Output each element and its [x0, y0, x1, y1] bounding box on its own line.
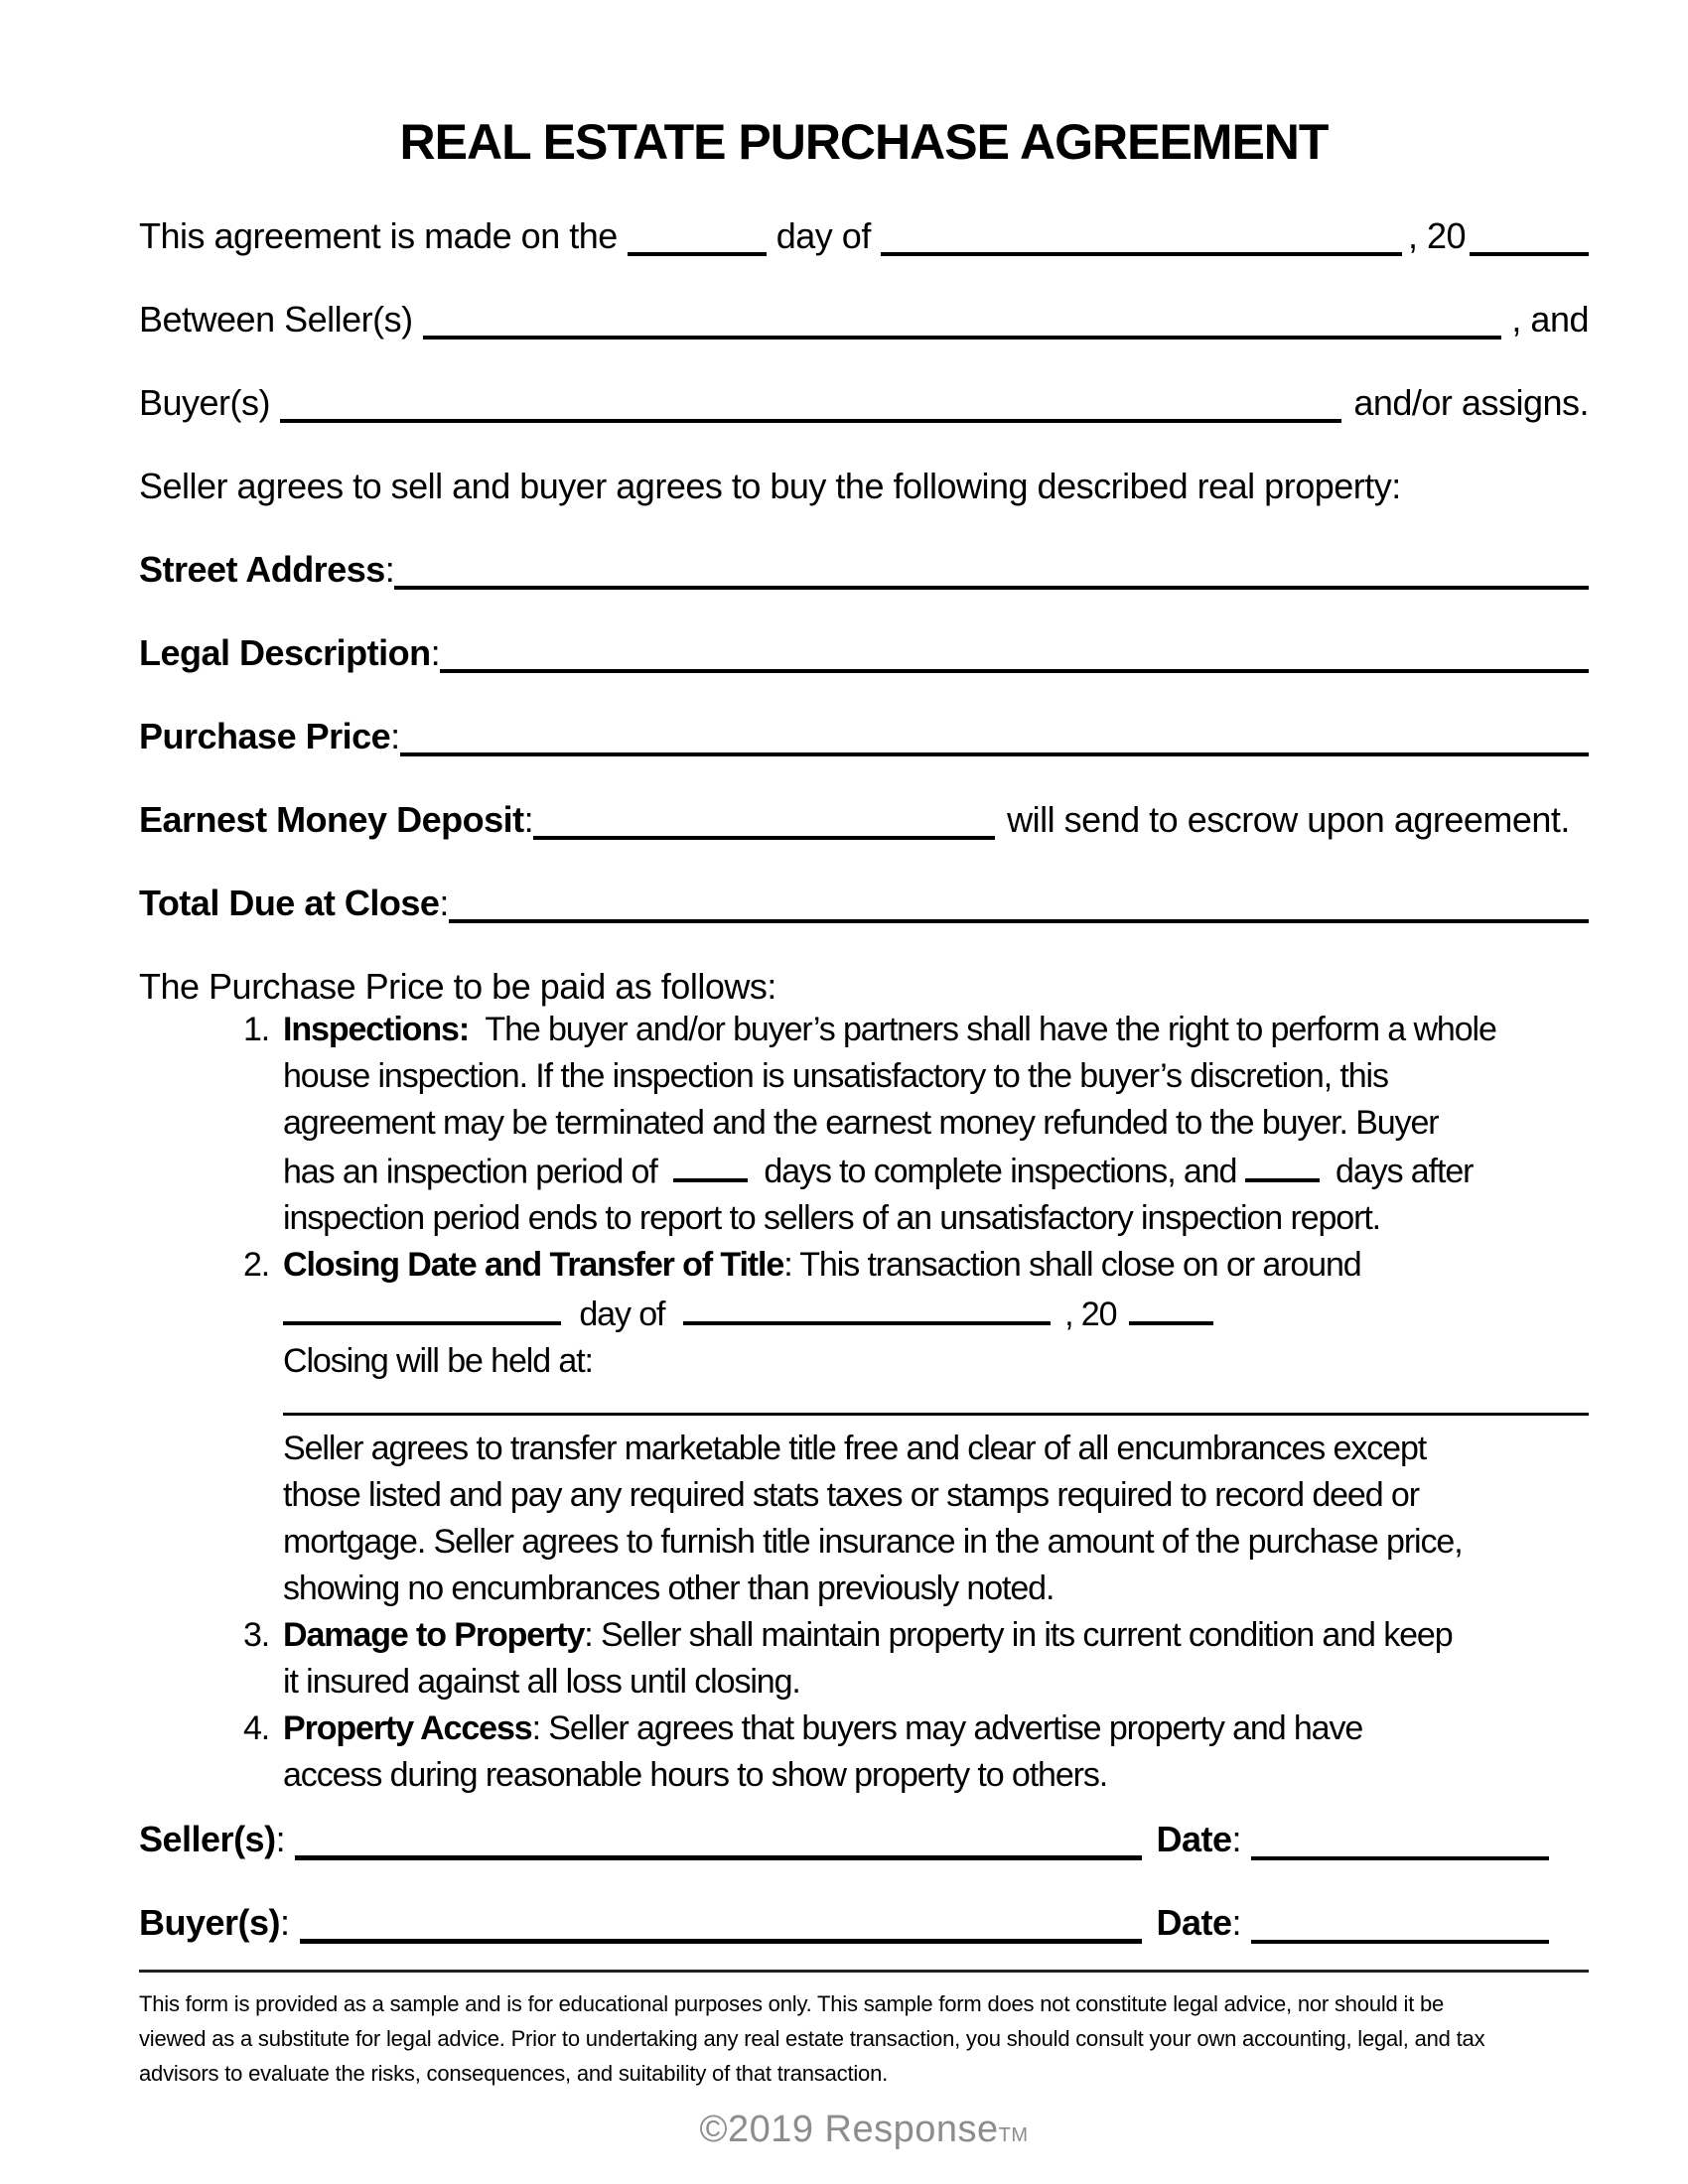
item-line [283, 1706, 1589, 1752]
item-number: 1. [243, 1011, 270, 1048]
day-number-blank[interactable] [628, 214, 767, 256]
buyer-text: Buyer(s) [139, 381, 271, 423]
field-colon: : [275, 1818, 286, 1859]
buyer-signature-blank[interactable] [300, 1901, 1143, 1944]
property-intro-text: Seller agrees to sell and buyer agrees to buy the following described real property: [139, 465, 1401, 506]
field-colon: : [523, 798, 534, 840]
earnest-money-blank[interactable] [533, 798, 995, 840]
closing-day-blank[interactable] [283, 1289, 561, 1324]
purchase-price-row [139, 673, 1589, 756]
date-label: Date [1156, 1818, 1232, 1859]
item-line [283, 1242, 1589, 1289]
year-prefix-text: , 20 [1407, 214, 1466, 256]
item-number: 3. [243, 1615, 270, 1654]
item-number: 4. [243, 1708, 270, 1747]
street-address-row [139, 506, 1589, 590]
closing-year-blank[interactable] [1129, 1289, 1213, 1324]
item-body [283, 1242, 1589, 1611]
buyer-date-blank[interactable] [1251, 1902, 1549, 1944]
legal-description-label: Legal Description [139, 631, 431, 673]
item-body [283, 1706, 1589, 1799]
access-title: Property Access [283, 1708, 532, 1747]
list-item-damage [243, 1612, 1589, 1706]
street-address-blank[interactable] [394, 548, 1589, 590]
earnest-money-row [139, 756, 1589, 840]
field-colon: : [280, 1901, 290, 1943]
item-text: has an inspection period of [283, 1153, 657, 1191]
item-line [283, 1338, 1589, 1385]
item-line [283, 1612, 1589, 1659]
inspection-days-blank[interactable] [673, 1147, 748, 1182]
item-text: it insured against all loss until closing. [283, 1662, 800, 1701]
seller-row [139, 256, 1589, 340]
disclaimer-line: viewed as a substitute for legal advice. Prior to undertaking any real estate transaction, you should consult your own accounting, legal, and tax [139, 2025, 1485, 2051]
item-line [283, 1519, 1589, 1566]
made-on-text: This agreement is made on the [139, 214, 618, 256]
disclaimer-line: advisors to evaluate the risks, consequences, and suitability of that transaction. [139, 2060, 889, 2086]
item-text: agreement may be terminated and the earnest money refunded to the buyer. Buyer [283, 1104, 1439, 1142]
item-number: 2. [243, 1246, 270, 1285]
between-seller-text: Between Seller(s) [139, 298, 413, 340]
trademark-text: TM [998, 2123, 1029, 2146]
item-line [283, 1195, 1589, 1242]
copyright-footer [139, 2109, 1589, 2151]
field-colon: : [1231, 1901, 1241, 1943]
footer-divider [139, 1970, 1589, 1973]
seller-signature-blank[interactable] [295, 1818, 1142, 1860]
item-text: days to complete inspections, and [764, 1153, 1237, 1191]
copyright-text: ©2019 Response [699, 2108, 999, 2150]
buyer-signature-label: Buyer(s) [139, 1901, 281, 1943]
month-blank[interactable] [881, 214, 1402, 256]
closing-date-line [283, 1289, 1589, 1337]
disclaimer [139, 1986, 1589, 2091]
day-of-text: day of [579, 1295, 665, 1333]
held-at-text: Closing will be held at: [283, 1341, 593, 1380]
item-line [283, 1100, 1589, 1147]
document-title: REAL ESTATE PURCHASE AGREEMENT [399, 114, 1329, 170]
year-blank[interactable] [1470, 214, 1589, 256]
buyer-names-blank[interactable] [280, 381, 1341, 423]
seller-names-blank[interactable] [423, 298, 1502, 340]
item-text: access during reasonable hours to show property to others. [283, 1755, 1108, 1794]
closing-title: Closing Date and Transfer of Title [283, 1246, 784, 1285]
earnest-money-suffix-text: will send to escrow upon agreement. [1007, 798, 1570, 840]
item-line [283, 1659, 1589, 1706]
item-line [283, 1426, 1589, 1472]
buyer-signature-row [139, 1896, 1589, 1944]
year-prefix-text: , 20 [1064, 1295, 1117, 1333]
field-colon: : [384, 548, 395, 590]
item-text: showing no encumbrances other than previously noted. [283, 1569, 1055, 1607]
purchase-price-label: Purchase Price [139, 715, 391, 756]
legal-description-row [139, 590, 1589, 673]
seller-signature-label: Seller(s) [139, 1818, 276, 1859]
item-text: mortgage. Seller agrees to furnish title insurance in the amount of the purchase price, [283, 1522, 1463, 1561]
item-text: inspection period ends to report to sellers of an unsatisfactory inspection report. [283, 1199, 1381, 1238]
terms-list [243, 1007, 1589, 1799]
inspections-title: Inspections: [283, 1011, 470, 1048]
item-text: Seller agrees to transfer marketable title free and clear of all encumbrances except [283, 1429, 1427, 1467]
agreement-date-row [139, 173, 1589, 256]
purchase-price-blank[interactable] [400, 715, 1589, 756]
list-item-closing [243, 1242, 1589, 1611]
item-text: The buyer and/or buyer’s partners shall have the right to perform a whole [485, 1011, 1496, 1048]
list-item-access [243, 1706, 1589, 1799]
property-intro-row [139, 423, 1589, 506]
total-due-row [139, 840, 1589, 923]
street-address-label: Street Address [139, 548, 385, 590]
day-of-text: day of [775, 214, 871, 256]
item-line [283, 1752, 1589, 1799]
item-text: house inspection. If the inspection is unsatisfactory to the buyer’s discretion, this [283, 1057, 1388, 1095]
item-line [283, 1053, 1589, 1100]
date-label: Date [1156, 1901, 1232, 1943]
buyer-row [139, 340, 1589, 423]
closing-location-blank[interactable] [283, 1413, 1589, 1416]
field-colon: : [390, 715, 400, 756]
item-text: : This transaction shall close on or around [783, 1246, 1361, 1285]
total-due-blank[interactable] [449, 882, 1589, 923]
item-text: days after [1336, 1153, 1474, 1191]
seller-signature-row [139, 1813, 1589, 1860]
between-suffix-text: , and [1511, 298, 1589, 340]
list-item-inspections [243, 1007, 1589, 1242]
item-text: : Seller agrees that buyers may advertise property and have [531, 1708, 1363, 1747]
item-line [283, 1566, 1589, 1612]
field-colon: : [439, 882, 449, 923]
legal-description-blank[interactable] [440, 631, 1589, 673]
report-days-blank[interactable] [1245, 1147, 1320, 1182]
item-line [283, 1007, 1589, 1053]
damage-title: Damage to Property [283, 1615, 585, 1654]
disclaimer-line: This form is provided as a sample and is for educational purposes only. This sample form does not constitute legal advice, nor should it be [139, 1990, 1445, 2016]
item-text: : Seller shall maintain property in its current condition and keep [584, 1615, 1453, 1654]
item-body [283, 1007, 1589, 1242]
buyer-suffix-text: and/or assigns. [1353, 381, 1589, 423]
item-text: those listed and pay any required stats taxes or stamps required to record deed or [283, 1475, 1419, 1514]
payment-intro-row [139, 923, 1589, 1007]
closing-month-blank[interactable] [683, 1289, 1051, 1324]
item-line [283, 1472, 1589, 1519]
item-body [283, 1612, 1589, 1706]
total-due-label: Total Due at Close [139, 882, 440, 923]
seller-date-blank[interactable] [1251, 1819, 1549, 1860]
field-colon: : [430, 631, 441, 673]
payment-intro-text: The Purchase Price to be paid as follows: [139, 965, 776, 1007]
field-colon: : [1231, 1818, 1241, 1859]
earnest-money-label: Earnest Money Deposit [139, 798, 524, 840]
item-line [283, 1147, 1589, 1195]
